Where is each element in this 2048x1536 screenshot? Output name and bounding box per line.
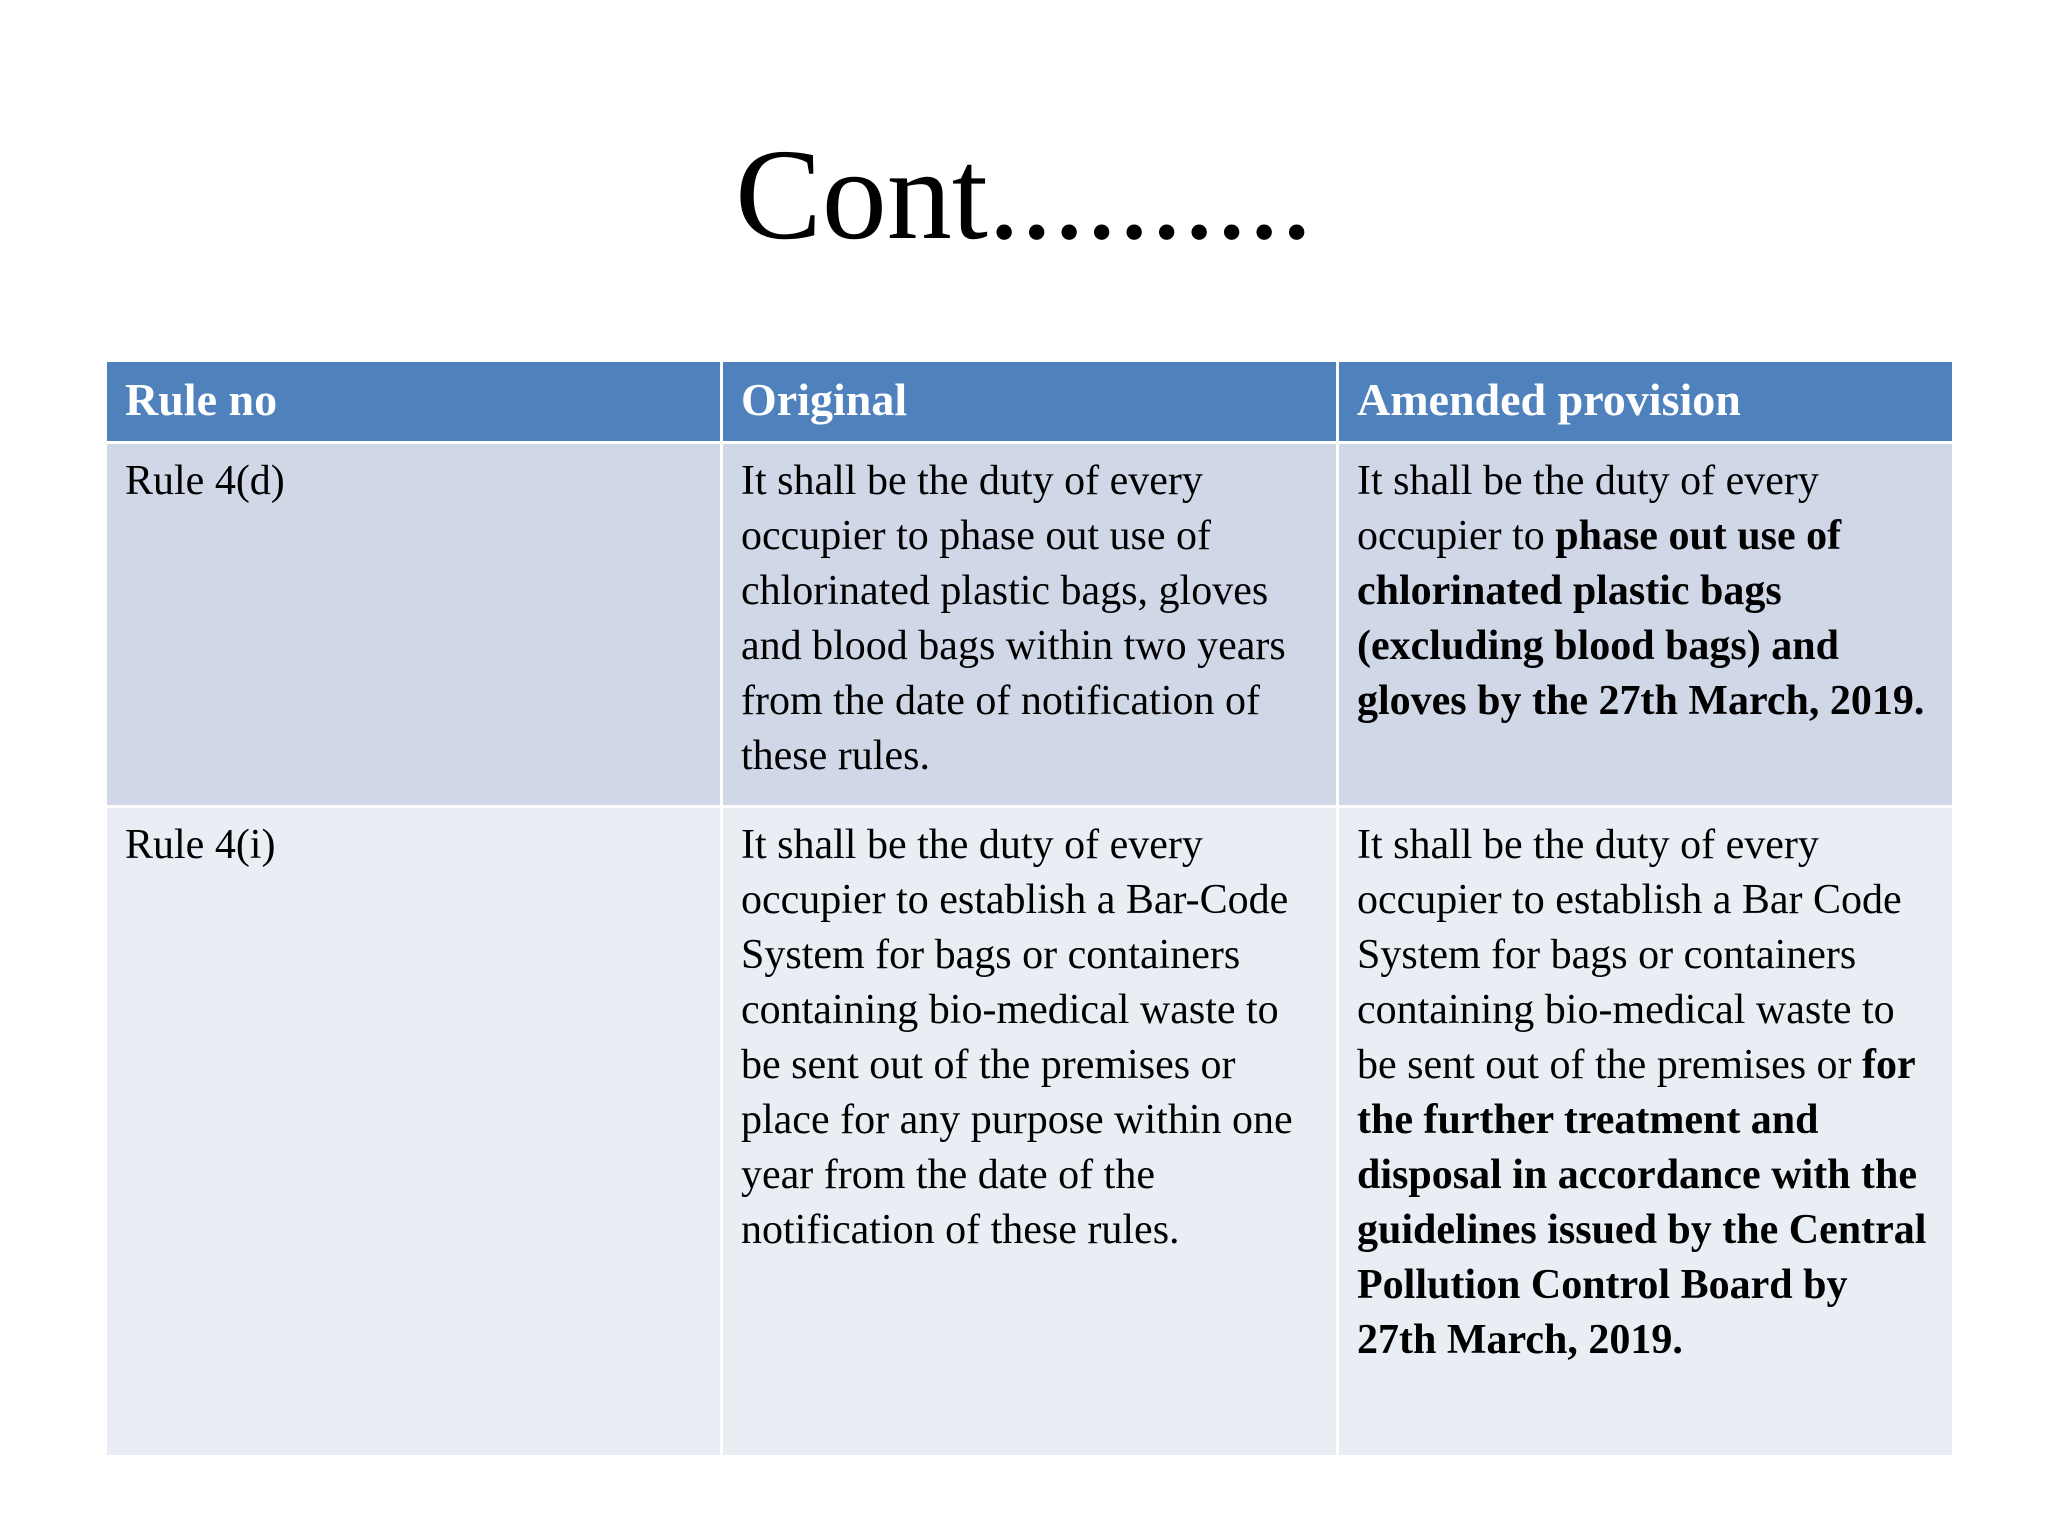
header-rule-no: Rule no <box>106 361 722 443</box>
table-row <box>106 443 1954 807</box>
original-text-cell: It shall be the duty of every occupier to establish a Bar-Code System for bags or containers containing bio-medical waste to be sent out of the premises or place for any purpose within one year from the date of the notification of these rules. <box>722 807 1338 1457</box>
header-original: Original <box>722 361 1338 443</box>
amended-bold-text: for the further treatment and disposal in accordance with the guidelines issued by the Central Pollution Control Board by 27th March, 2019. <box>1357 1042 1927 1363</box>
amended-text-cell <box>1338 443 1954 807</box>
amended-plain-text: It shall be the duty of every occupier to <box>1357 458 1819 559</box>
rules-comparison-table <box>104 359 1955 1458</box>
rule-number-cell: Rule 4(i) <box>106 807 722 1457</box>
amended-text-cell <box>1338 807 1954 1457</box>
original-text-cell: It shall be the duty of every occupier to phase out use of chlorinated plastic bags, gloves and blood bags within two years from the date of notification of these rules. <box>722 443 1338 807</box>
amended-bold-text: phase out use of chlorinated plastic bags (excluding blood bags) and gloves by the 27th March, 2019. <box>1357 513 1925 724</box>
header-amended-provision: Amended provision <box>1338 361 1954 443</box>
table-row <box>106 807 1954 1457</box>
amended-plain-text: It shall be the duty of every occupier to establish a Bar Code System for bags or containers containing bio-medical waste to be sent out of the premises or <box>1357 822 1902 1088</box>
slide-title: Cont.......... <box>735 123 1313 267</box>
table-header-row <box>106 361 1954 443</box>
rule-number-cell: Rule 4(d) <box>106 443 722 807</box>
